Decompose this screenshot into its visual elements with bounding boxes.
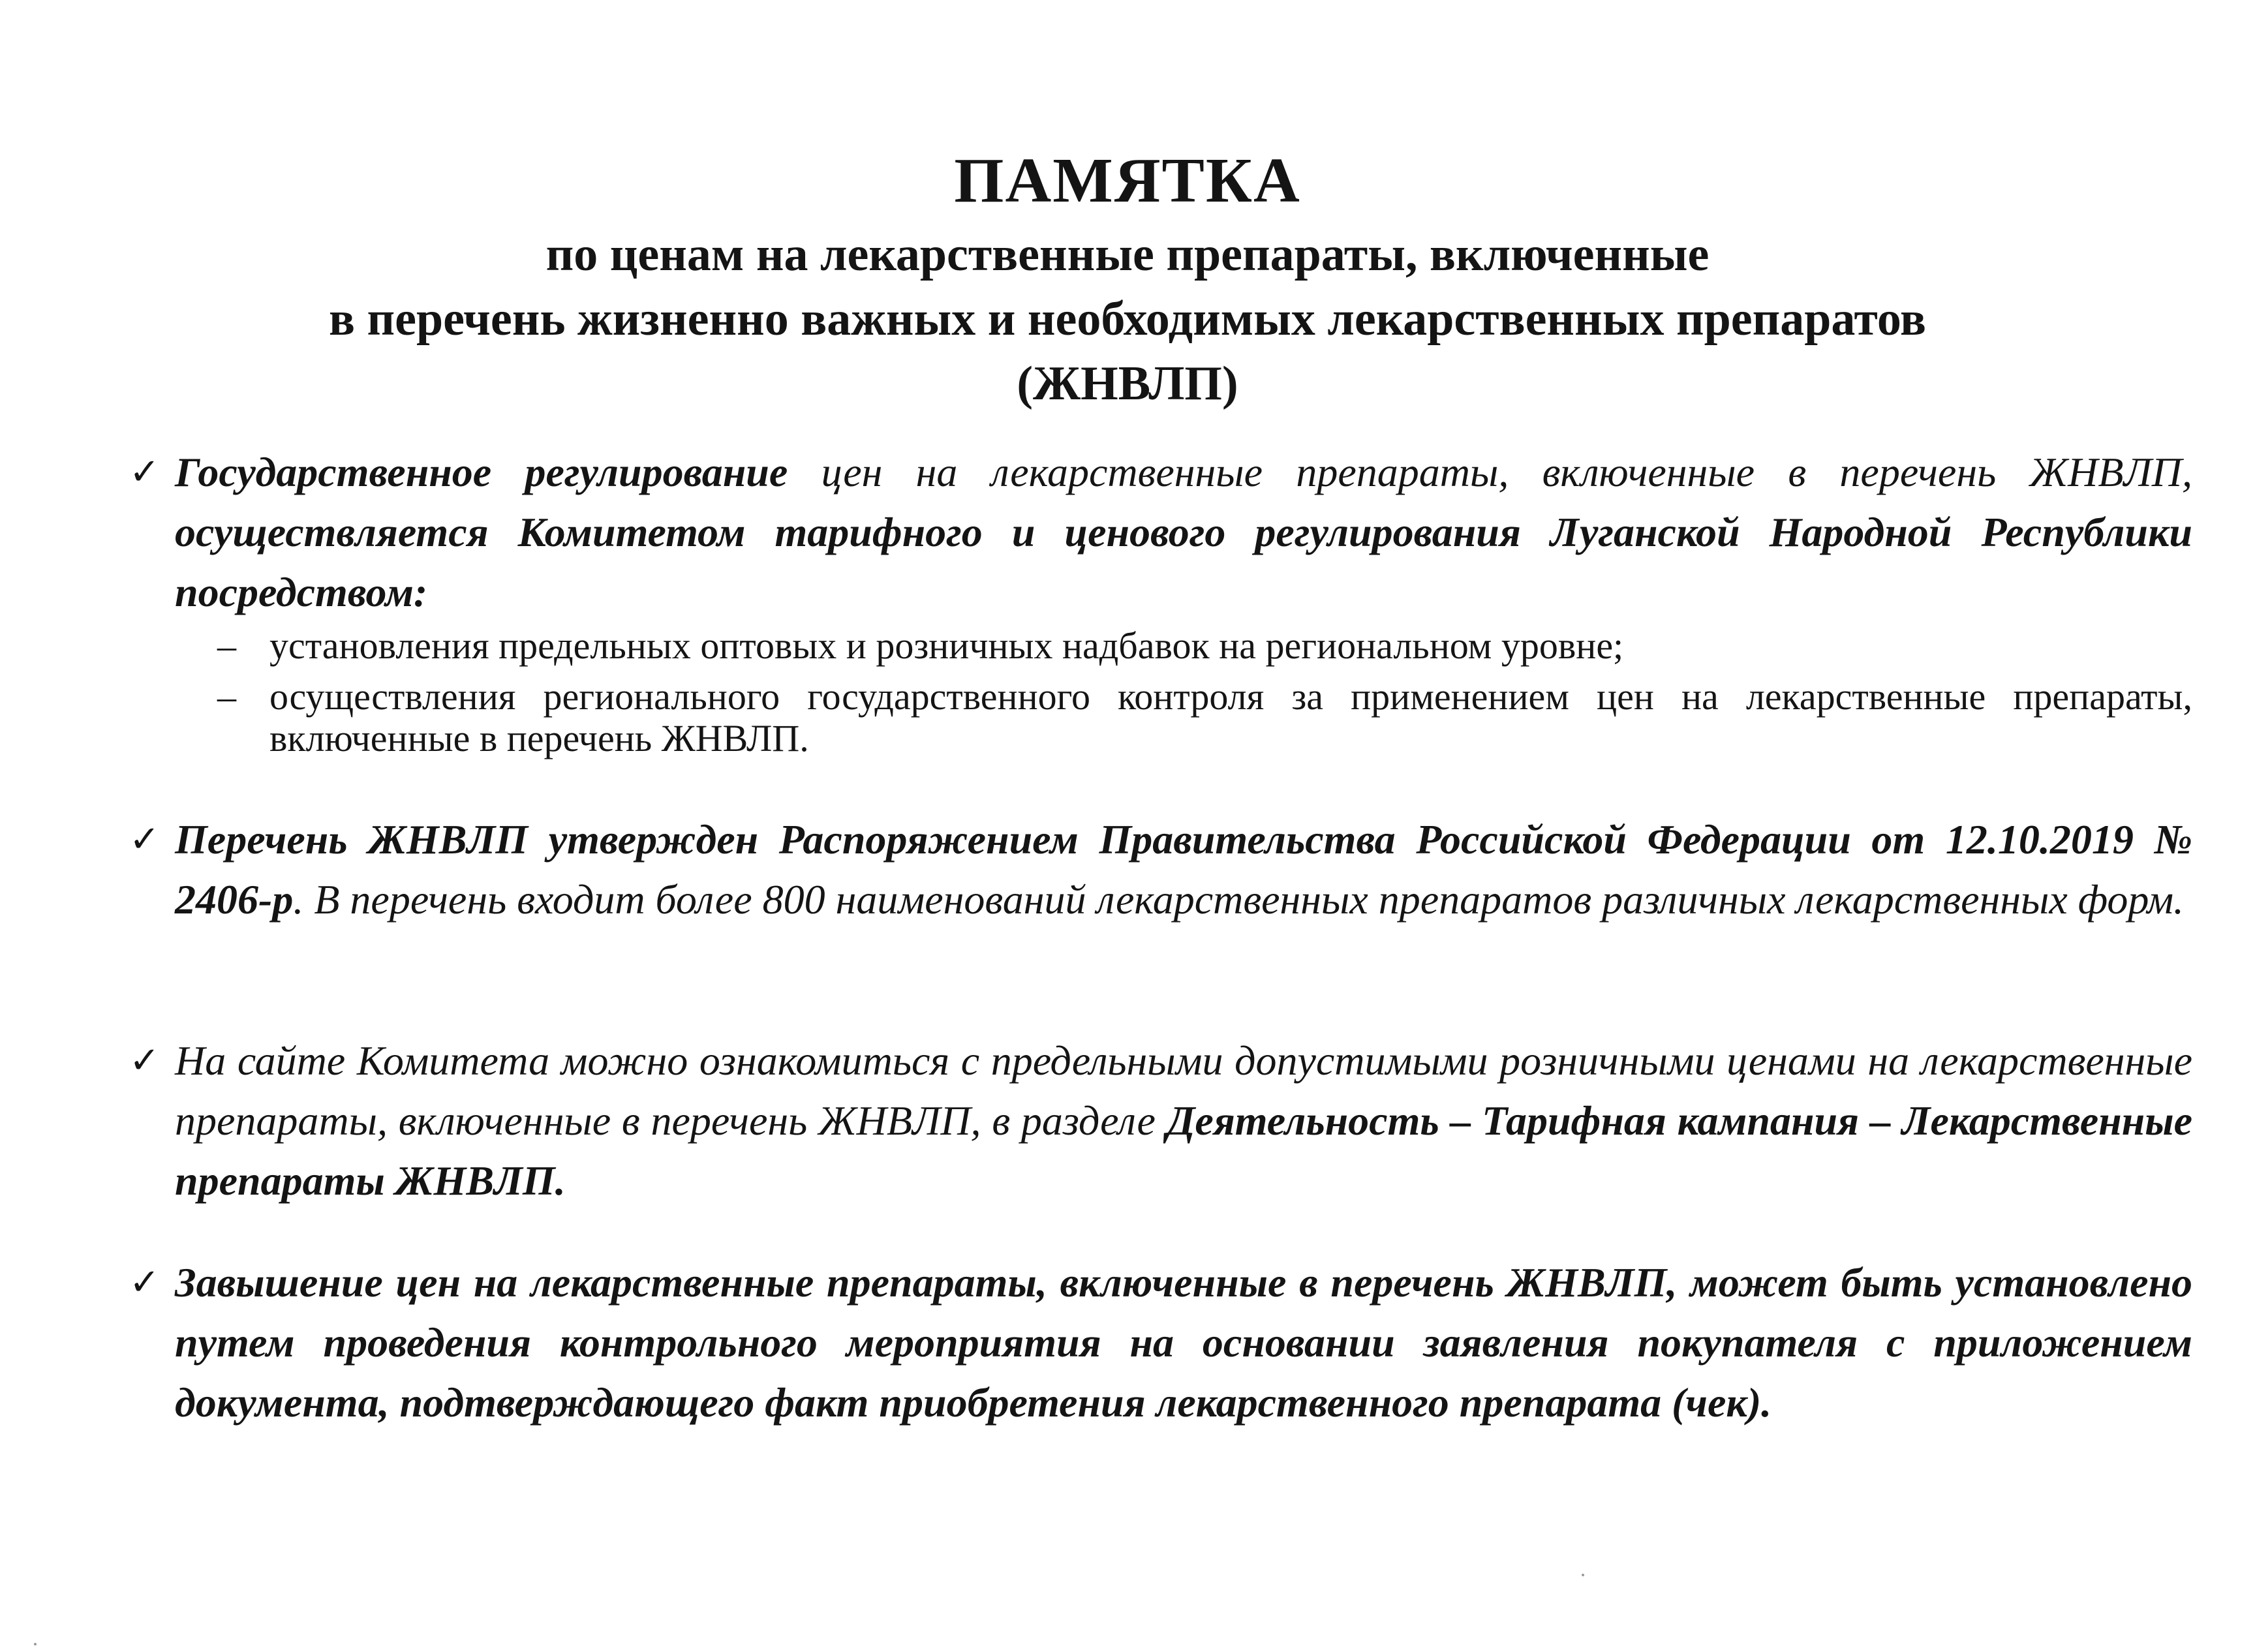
- scan-speck: [34, 1643, 37, 1645]
- dash-marker: –: [217, 624, 236, 667]
- section-overpricing-paragraph: [175, 1253, 2192, 1433]
- bold-phrase: Перечень ЖНВЛП утвержден Распоряжением Правительства Российской Федерации от 12.10.2019 № 2406-р: [175, 816, 2192, 923]
- section-overpricing: [129, 1253, 2192, 1433]
- document-subtitle-line-3: (ЖНВЛП): [1017, 357, 1238, 410]
- list-item: [217, 624, 2192, 667]
- dash-list: [136, 625, 2192, 759]
- section-website-info-paragraph: [175, 1031, 2192, 1211]
- regular-phrase: . В перечень входит более 800 наименований лекарственных препаратов различных лекарственных форм.: [293, 876, 2185, 923]
- list-item-text: установления предельных оптовых и розничных надбавок на региональном уровне;: [269, 624, 1624, 667]
- section-state-regulation-paragraph: [175, 442, 2192, 622]
- bold-phrase: осуществляется Комитетом тарифного и ценового регулирования Луганской Народной Республики посредством:: [175, 509, 2192, 615]
- list-item-text: осуществления регионального государственного контроля за применением цен на лекарственные препараты, включенные в перечень ЖНВЛП.: [269, 675, 2192, 759]
- dash-marker: –: [217, 675, 236, 718]
- section-website-info: [129, 1031, 2193, 1211]
- section-state-regulation: [129, 442, 2193, 769]
- regular-phrase: цен на лекарственные препараты, включенные в перечень ЖНВЛП,: [788, 449, 2193, 495]
- checkmark-icon: ✓: [129, 1261, 160, 1304]
- document-subtitle-line-1: по ценам на лекарственные препараты, включенные: [545, 228, 1710, 281]
- regular-phrase: На сайте Комитета можно ознакомиться с предельными допустимыми розничными ценами на лекарственные препараты, включенные в перечень ЖНВЛП, в разделе: [175, 1037, 2192, 1144]
- bold-phrase: Завышение цен на лекарственные препараты, включенные в перечень ЖНВЛП, может быть установлено путем проведения контрольного мероприятия на основании заявления покупателя с приложением документа, подтверждающего факт приобретения лекарственного препарата (чек).: [175, 1259, 2192, 1426]
- scan-speck: [1582, 1574, 1584, 1576]
- document-title: ПАМЯТКА: [954, 145, 1301, 216]
- document-subtitle-line-2: в перечень жизненно важных и необходимых лекарственных препаратов: [329, 292, 1926, 346]
- section-list-approval-paragraph: [175, 810, 2192, 930]
- section-list-approval: [129, 810, 2192, 930]
- checkmark-icon: ✓: [129, 818, 160, 861]
- bold-phrase: Государственное регулирование: [175, 449, 788, 495]
- list-item: [217, 675, 2192, 759]
- bold-phrase: Деятельность – Тарифная кампания – Лекарственные препараты ЖНВЛП.: [175, 1097, 2193, 1204]
- checkmark-icon: ✓: [129, 1039, 160, 1082]
- checkmark-icon: ✓: [129, 451, 160, 493]
